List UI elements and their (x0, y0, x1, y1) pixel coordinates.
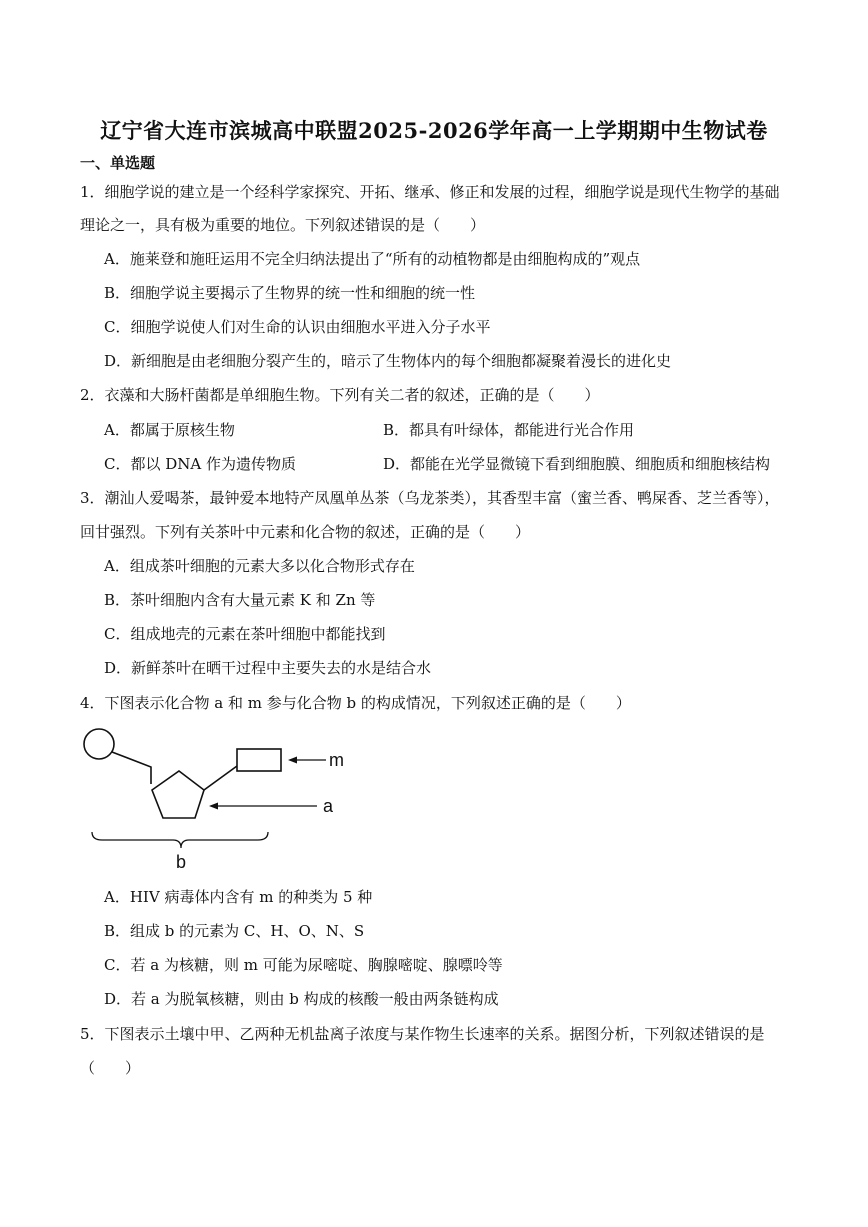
arrow-m-head (288, 757, 297, 764)
question-4-option-b: B．组成 b 的元素为 C、H、O、N、S (104, 922, 365, 940)
question-1-option-a: A．施莱登和施旺运用不完全归纳法提出了“所有的动植物都是由细胞构成的”观点 (104, 250, 641, 268)
question-1-option-d: D．新细胞是由老细胞分裂产生的，暗示了生物体内的每个细胞都凝聚着漫长的进化史 (104, 352, 672, 370)
nucleotide-diagram (80, 722, 380, 872)
question-2-stem: 2．衣藻和大肠杆菌都是单细胞生物。下列有关二者的叙述，正确的是（ ） (80, 386, 600, 404)
question-1-stem-line-1: 1．细胞学说的建立是一个经科学家探究、开拓、继承、修正和发展的过程，细胞学说是现代生物学的基础 (80, 183, 780, 201)
question-1-option-c: C．细胞学说使人们对生命的认识由细胞水平进入分子水平 (104, 318, 491, 336)
question-4-option-a: A．HIV 病毒体内含有 m 的种类为 5 种 (104, 888, 373, 906)
question-1-stem-line-2: 理论之一，具有极为重要的地位。下列叙述错误的是（ ） (80, 216, 486, 234)
question-2-option-a: A．都属于原核生物 (104, 421, 235, 439)
phosphate-bond (112, 752, 151, 784)
question-1-option-b: B．细胞学说主要揭示了生物界的统一性和细胞的统一性 (104, 284, 476, 302)
question-3-stem-line-2: 回甘强烈。下列有关茶叶中元素和化合物的叙述，正确的是（ ） (80, 523, 531, 541)
pentose-sugar (152, 771, 204, 818)
question-3-option-d: D．新鲜茶叶在晒干过程中主要失去的水是结合水 (104, 659, 432, 677)
question-4-option-d: D．若 a 为脱氧核糖，则由 b 构成的核酸一般由两条链构成 (104, 990, 499, 1008)
base-bond (204, 766, 237, 790)
brace-b (92, 832, 268, 848)
arrow-a-head (209, 803, 218, 810)
page-title: 辽宁省大连市滨城高中联盟2025-2026学年高一上学期期中生物试卷 (100, 118, 768, 143)
question-3-option-c: C．组成地壳的元素在茶叶细胞中都能找到 (104, 625, 386, 643)
question-4-stem: 4．下图表示化合物 a 和 m 参与化合物 b 的构成情况，下列叙述正确的是（ ） (80, 694, 631, 712)
question-4-option-c: C．若 a 为核糖，则 m 可能为尿嘧啶、胸腺嘧啶、腺嘌呤等 (104, 956, 503, 974)
section-heading: 一、单选题 (80, 154, 156, 172)
question-5-stem-line-2: （ ） (80, 1059, 141, 1077)
label-b: b (176, 852, 187, 872)
label-a: a (323, 796, 334, 816)
label-m: m (329, 750, 344, 770)
question-2-option-b: B．都具有叶绿体，都能进行光合作用 (383, 421, 635, 439)
question-3-option-a: A．组成茶叶细胞的元素大多以化合物形式存在 (104, 557, 415, 575)
question-2-option-c: C．都以 DNA 作为遗传物质 (104, 455, 296, 473)
phosphate-circle (84, 729, 114, 759)
question-3-stem-line-1: 3．潮汕人爱喝茶，最钟爱本地特产凤凰单丛茶（乌龙茶类），其香型丰富（蜜兰香、鸭屎香、芝兰香等）， (80, 489, 780, 507)
question-5-stem-line-1: 5．下图表示土壤中甲、乙两种无机盐离子浓度与某作物生长速率的关系。据图分析，下列叙述错误的是 (80, 1025, 765, 1043)
question-2-option-d: D．都能在光学显微镜下看到细胞膜、细胞质和细胞核结构 (383, 455, 771, 473)
base-rectangle (237, 749, 281, 771)
question-3-option-b: B．茶叶细胞内含有大量元素 K 和 Zn 等 (104, 591, 376, 609)
